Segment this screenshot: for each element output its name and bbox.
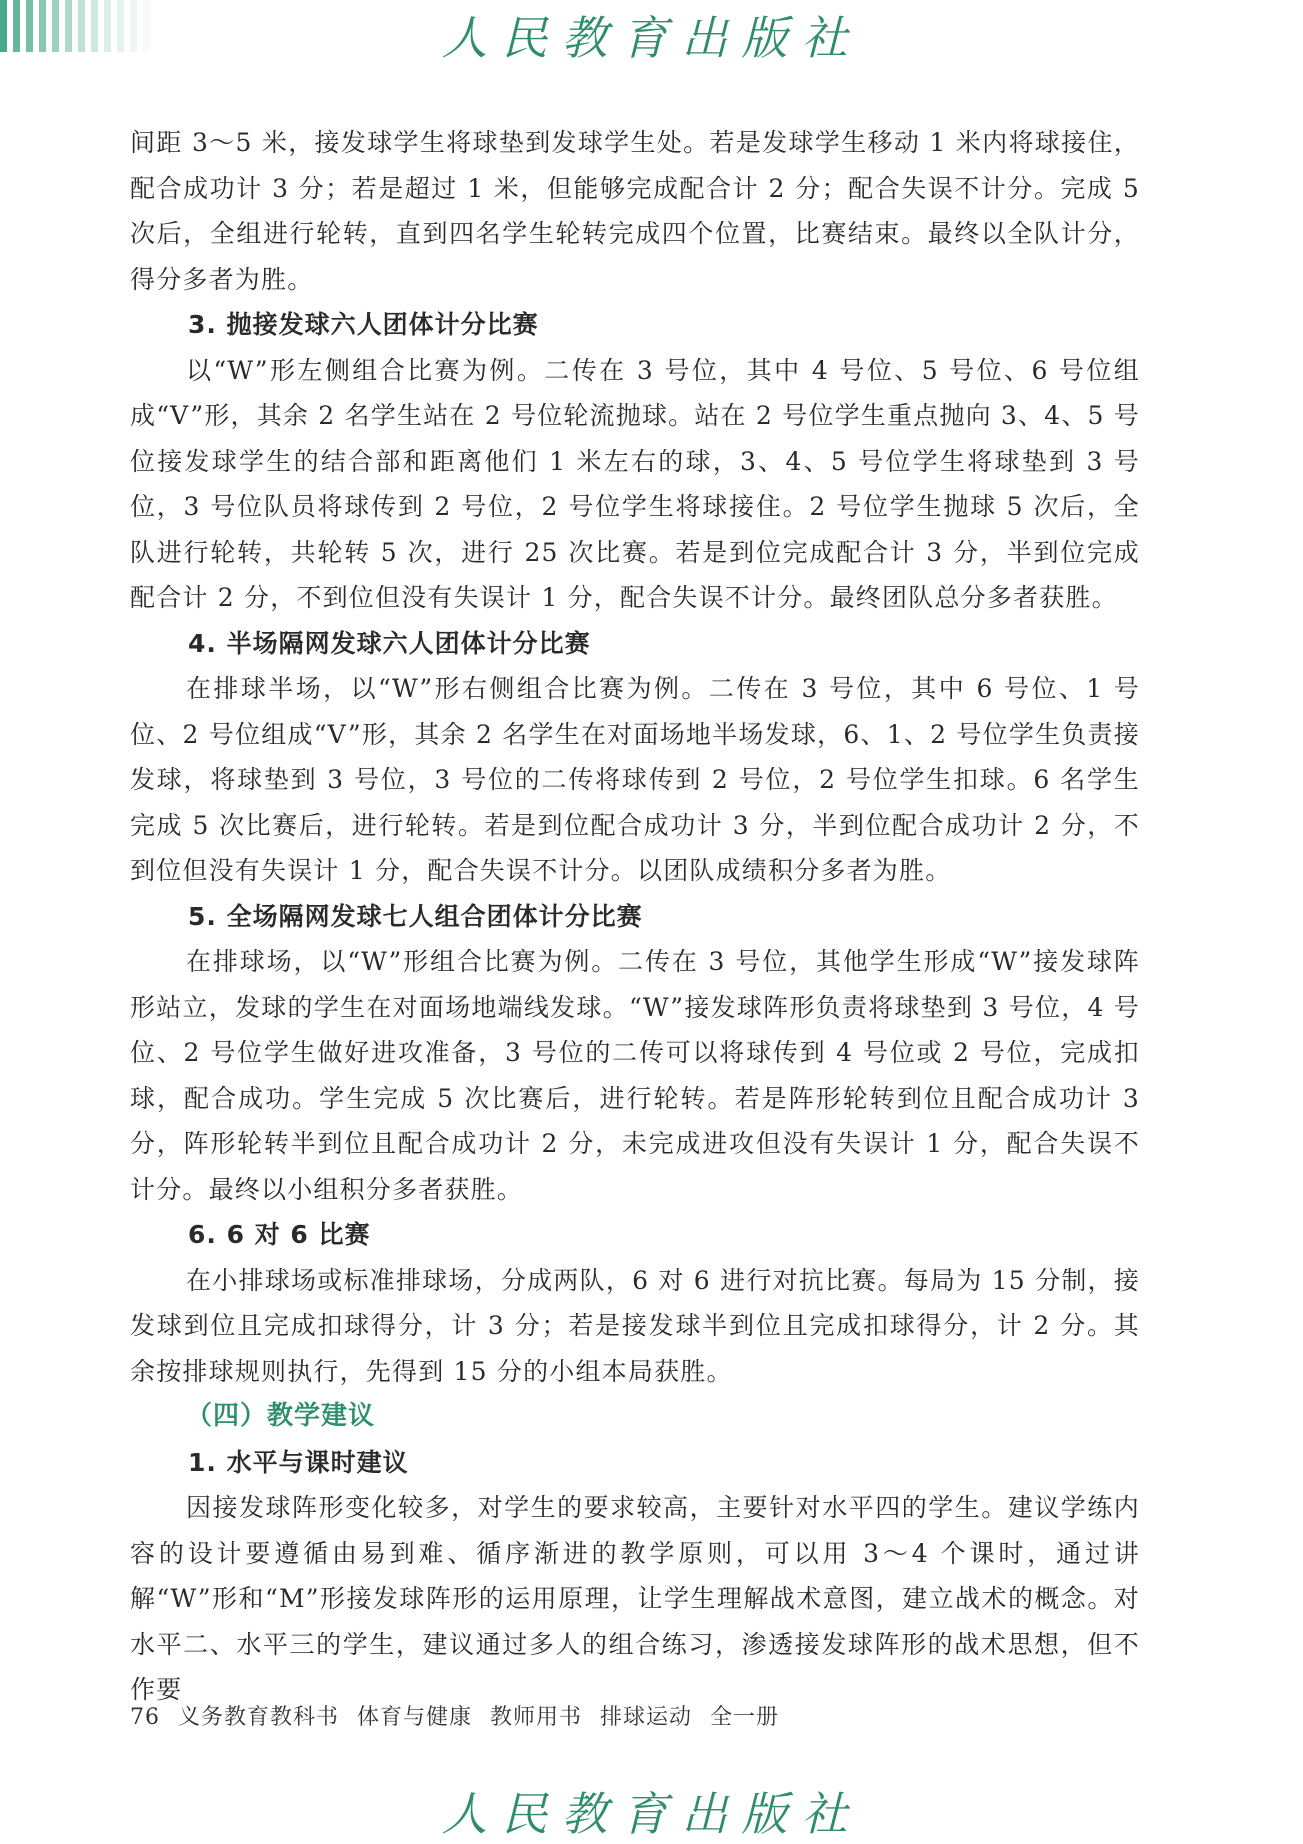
paragraph-6: 在小排球场或标准排球场，分成两队，6 对 6 进行对抗比赛。每局为 15 分制，接发球到位且完成扣球得分，计 3 分；若是接发球半到位且完成扣球得分，计 2 分。其余按排球规则执行，先得到 15 分的小组本局获胜。 xyxy=(130,1265,1140,1386)
heading-level-and-hours: 1. 水平与课时建议 xyxy=(188,1447,409,1477)
page-content xyxy=(130,120,1140,1713)
publisher-logo-top: 人民教育出版社 xyxy=(441,11,862,65)
heading-4-half-court-match: 4. 半场隔网发球六人团体计分比赛 xyxy=(188,628,591,658)
page-number: 76 xyxy=(130,1705,160,1730)
intro-paragraph: 间距 3～5 米，接发球学生将球垫到发球学生处。若是发球学生移动 1 米内将球接住，配合成功计 3 分；若是超过 1 米，但能够完成配合计 2 分；配合失误不计分。完成 5 次后，全组进行轮转，直到四名学生轮转完成四个位置，比赛结束。最终以全队计分，得分多者为胜。 xyxy=(130,128,1140,294)
heading-3-throw-receive-match: 3. 抛接发球六人团体计分比赛 xyxy=(188,310,539,339)
paragraph-level: 因接发球阵形变化较多，对学生的要求较高，主要针对水平四的学生。建议学练内容的设计要遵循由易到难、循序渐进的教学原则，可以用 3～4 个课时，通过讲解“W”形和“M”形接发球阵形的运用原理，让学生理解战术意图，建立战术的概念。对水平二、水平三的学生，建议通过多人的组合练习，渗透接发球阵形的战术思想，但不作要 xyxy=(130,1493,1140,1704)
page-footer xyxy=(130,1700,779,1731)
paragraph-4: 在排球半场，以“W”形右侧组合比赛为例。二传在 3 号位，其中 6 号位、1 号位、2 号位组成“V”形，其余 2 名学生在对面场地半场发球，6、1、2 号位学生负责接发球，将球垫到 3 号位，3 号位的二传将球传到 2 号位，2 号位学生扣球。6 名学生完成 5 次比赛后，进行轮转。若是到位配合成功计 3 分，半到位配合成功计 2 分，不到位但没有失误计 1 分，配合失误不计分。以团队成绩积分多者为胜。 xyxy=(130,674,1140,885)
heading-5-full-court-match: 5. 全场隔网发球七人组合团体计分比赛 xyxy=(188,901,643,931)
paragraph-5: 在排球场，以“W”形组合比赛为例。二传在 3 号位，其他学生形成“W”接发球阵形站立，发球的学生在对面场地端线发球。“W”接发球阵形负责将球垫到 3 号位，4 号位、2 号位学生做好进攻准备，3 号位的二传可以将球传到 4 号位或 2 号位，完成扣球，配合成功。学生完成 5 次比赛后，进行轮转。若是阵形轮转到位且配合成功计 3 分，阵形轮转半到位且配合成功计 2 分，未完成进攻但没有失误计 1 分，配合失误不计分。最终以小组积分多者获胜。 xyxy=(130,947,1140,1204)
publisher-logo-bottom: 人民教育出版社 xyxy=(441,1787,862,1841)
section-title-teaching-suggestions: （四）教学建议 xyxy=(186,1401,376,1431)
paragraph-3: 以“W”形左侧组合比赛为例。二传在 3 号位，其中 4 号位、5 号位、6 号位组成“V”形，其余 2 名学生站在 2 号位轮流抛球。站在 2 号位学生重点抛向 3、4、5 号位接发球学生的结合部和距离他们 1 米左右的球，3、4、5 号位学生将球垫到 3 号位，3 号位队员将球传到 2 号位，2 号位学生将球接住。2 号位学生抛球 5 次后，全队进行轮转，共轮转 5 次，进行 25 次比赛。若是到位完成配合计 3 分，半到位完成配合计 2 分，不到位但没有失误计 1 分，配合失误不计分。最终团队总分多者获胜。 xyxy=(130,355,1140,612)
book-info: 义务教育教科书 体育与健康 教师用书 排球运动 全一册 xyxy=(178,1705,779,1730)
heading-6-six-vs-six: 6. 6 对 6 比赛 xyxy=(188,1220,371,1249)
